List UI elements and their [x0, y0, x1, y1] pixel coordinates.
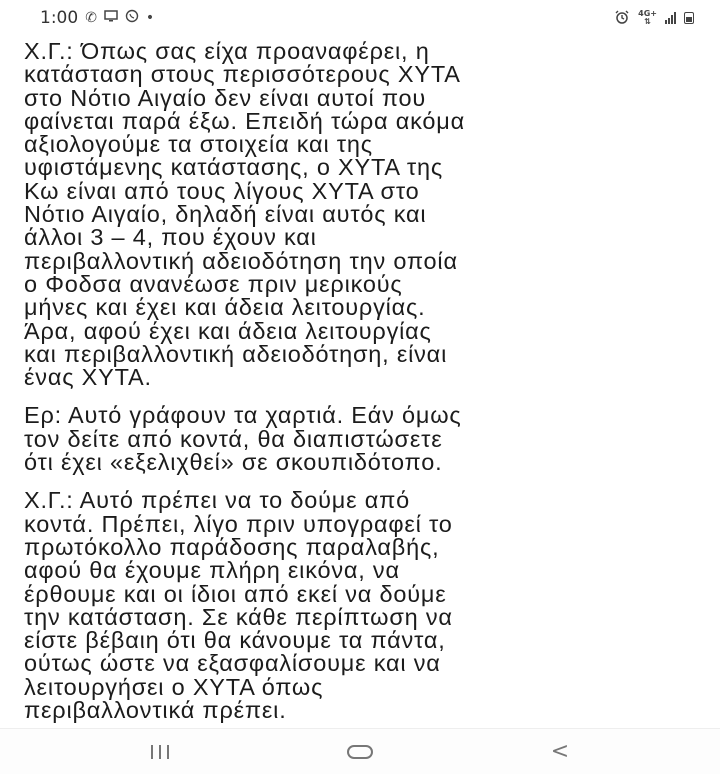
4g-signal-icon: 4G+ ⇅: [638, 9, 657, 26]
paragraph-answer-1: Χ.Γ.: Όπως σας είχα προαναφέρει, η κατάσταση στους περισσότερους ΧΥΤΑ στο Νότιο Αιγαίο δεν είναι αυτοί που φαίνεται παρά έξω. Επειδή τώρα ακόμα αξιολογούμε τα στοιχεία και της υφιστάμενης κατάστασης, ο ΧΥΤΑ της Κω είναι από τους λίγους ΧΥΤΑ στο Νότιο Αιγαίο, δηλαδή είναι αυτός και άλλοι 3 – 4, που έχουν και περιβαλλοντική αδειοδότηση την οποία ο Φοδσα ανανέωσε πριν μερικούς μήνες και έχει και άδεια λειτουργίας. Άρα, αφού έχει και άδεια λειτουργίας και περιβαλλοντική αδειοδότηση, είναι ένας ΧΥΤΑ.: [24, 38, 466, 391]
home-icon: [347, 745, 373, 759]
status-bar: [0, 0, 720, 36]
home-button[interactable]: [330, 732, 390, 772]
dot-icon: •: [145, 10, 155, 26]
back-button[interactable]: [530, 732, 590, 772]
monitor-icon: [104, 10, 118, 26]
whatsapp-icon: [125, 9, 139, 27]
status-right: [614, 10, 694, 27]
paragraph-question: Ερ: Αυτό γράφουν τα χαρτιά. Εάν όμως τον δείτε από κοντά, θα διαπιστώσετε ότι έχει «εξελιχθεί» σε σκουπιδότοπο.: [24, 402, 462, 476]
alarm-icon: [614, 10, 630, 27]
paragraph-answer-2: Χ.Γ.: Αυτό πρέπει να το δούμε από κοντά. Πρέπει, λίγο πριν υπογραφεί το πρωτόκολλο παράδοσης παραλαβής, αφού θα έχουμε πλήρη εικόνα, να έρθουμε και οι ίδιοι από εκεί να δούμε την κατάσταση. Σε κάθε περίπτωση να είστε βέβαιη ότι θα κάνουμε τα πάντα, ούτως ώστε να εξασφαλίσουμε και να λειτουργήσει ο ΧΥΤΑ όπως περιβαλλοντικά πρέπει.: [24, 487, 453, 724]
recents-icon: [151, 745, 169, 759]
back-icon: <: [550, 739, 570, 764]
article-text: [24, 40, 704, 737]
network-type: 4G+: [638, 9, 657, 18]
navigation-bar: [0, 728, 720, 774]
battery-icon: [684, 12, 694, 24]
recents-button[interactable]: [130, 732, 190, 772]
signal-bars-icon: [665, 12, 676, 24]
phone-wifi-icon: ✆: [85, 10, 97, 26]
status-left: [40, 8, 154, 28]
status-time: 1:00: [40, 8, 79, 28]
